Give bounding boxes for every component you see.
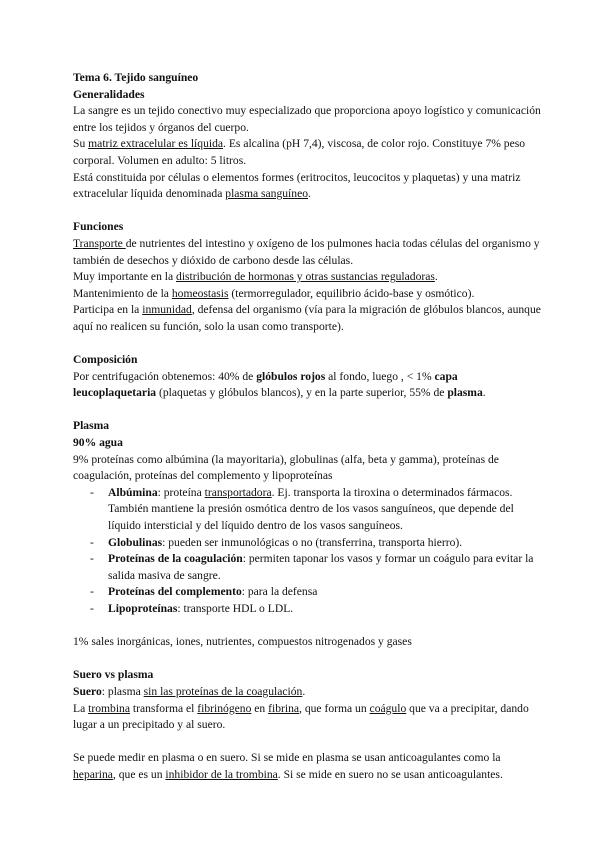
plasma-agua: 90% agua [73, 436, 123, 450]
list-item: - Proteínas del complemento: para la defensa [73, 584, 543, 601]
heading-suero-vs-plasma: Suero vs plasma [73, 668, 154, 682]
paragraph: Participa en la inmunidad, defensa del organismo (vía para la migración de glóbulos blancos, aunque aquí no realicen su función, solo la usan como transporte). [73, 303, 541, 333]
paragraph: Mantenimiento de la homeostasis (termorregulador, equilibrio ácido-base y osmótico). [73, 286, 475, 300]
paragraph: La sangre es un tejido conectivo muy especializado que proporciona apoyo logístico y comunicación entre los tejidos y órganos del cuerpo. [73, 104, 541, 134]
paragraph: Se puede medir en plasma o en suero. Si se mide en plasma se usan anticoagulantes como la heparina, que es un inhibidor de la trombina. Si se mide en suero no se usan anticoagulantes. [73, 751, 503, 781]
list-item: - Proteínas de la coagulación: permiten taponar los vasos y formar un coágulo para evitar la salida masiva de sangre. [73, 551, 543, 584]
paragraph: 1% sales inorgánicas, iones, nutrientes, compuestos nitrogenados y gases [73, 635, 412, 649]
heading-funciones: Funciones [73, 220, 124, 234]
list-item: - Lipoproteínas: transporte HDL o LDL. [73, 601, 543, 618]
document-title: Tema 6. Tejido sanguíneo [73, 71, 199, 84]
paragraph: 9% proteínas como albúmina (la mayoritaria), globulinas (alfa, beta y gamma), proteínas de coagulación, proteínas del complemento y lipoproteínas [73, 452, 499, 483]
paragraph: La trombina transforma el fibrinógeno en fibrina, que forma un coágulo que va a precipitar, dando lugar a un precipitado y al suero. [73, 701, 529, 732]
paragraph: Suero: plasma sin las proteínas de la coagulación. [73, 684, 306, 698]
paragraph: Muy importante en la distribución de hormonas y otras sustancias reguladoras. [73, 270, 438, 284]
document-content [73, 70, 543, 784]
paragraph: Su matriz extracelular es líquida. Es alcalina (pH 7,4), viscosa, de color rojo. Constituye 7% peso corporal. Volumen en adulto: 5 litros. [73, 137, 526, 167]
protein-list [73, 485, 543, 618]
paragraph: Por centrifugación obtenemos: 40% de glóbulos rojos al fondo, luego , < 1% capa leucoplaquetaria (plaquetas y glóbulos blancos), y en la parte superior, 55% de plasma. [73, 369, 486, 400]
paragraph: Está constituida por células o elementos formes (eritrocitos, leucocitos y plaquetas) y una matriz extracelular líquida denominada plasma sanguíneo. [73, 170, 521, 201]
list-item: - Albúmina: proteína transportadora. Ej. transporta la tiroxina o determinados fármacos. También mantiene la presión osmótica dentro de los vasos sanguíneos, que depende del líquido intersticial y del líquido dentro de los vasos sanguíneos. [73, 485, 543, 535]
list-item: - Globulinas: pueden ser inmunológicas o no (transferrina, transporta hierro). [73, 535, 543, 552]
heading-generalidades: Generalidades [73, 87, 145, 101]
paragraph: Transporte de nutrientes del intestino y oxígeno de los pulmones hacia todas células del organismo y también de desechos y dióxido de carbono desde las células. [73, 236, 540, 267]
heading-composicion: Composición [73, 353, 138, 367]
heading-plasma: Plasma [73, 419, 110, 433]
